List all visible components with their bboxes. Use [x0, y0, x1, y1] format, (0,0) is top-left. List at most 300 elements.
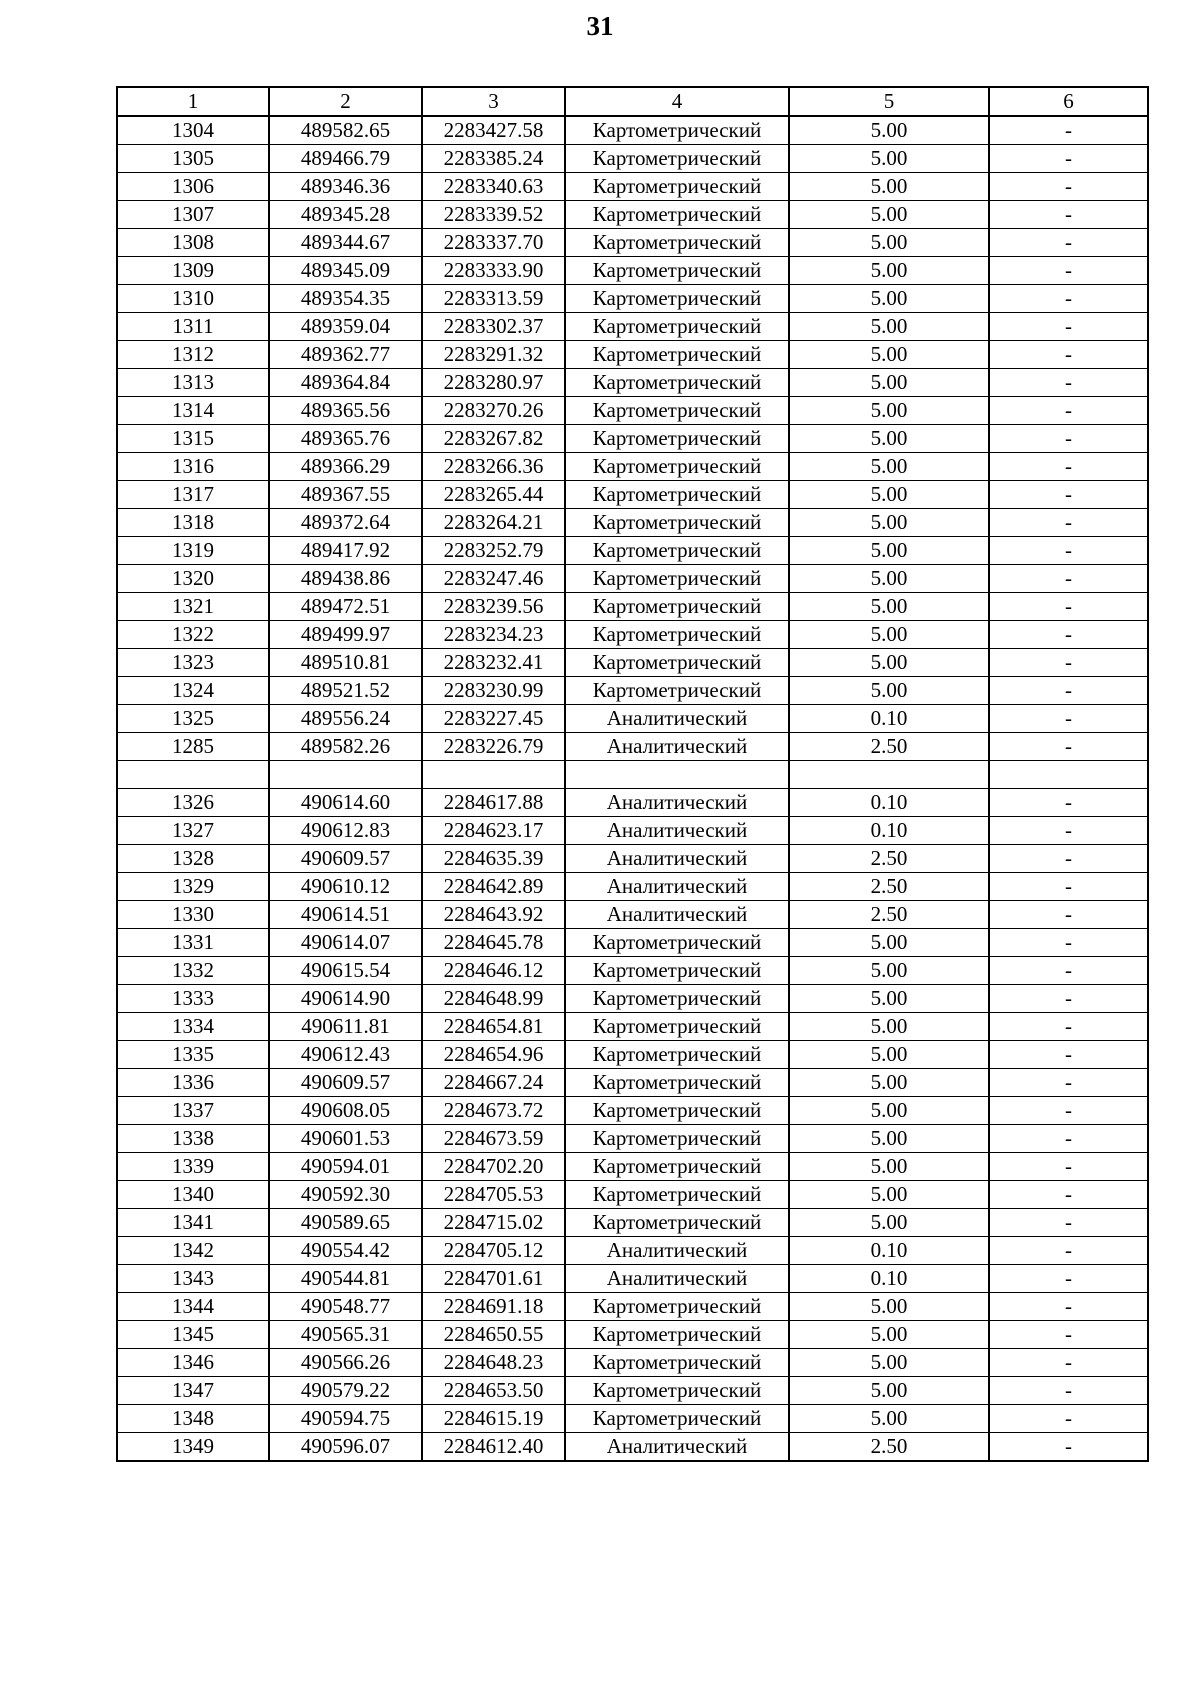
note-cell: - [989, 173, 1148, 201]
method-cell: Картометрический [565, 677, 789, 705]
method-cell: Картометрический [565, 957, 789, 985]
table-row [117, 116, 1148, 145]
method-cell: Картометрический [565, 1041, 789, 1069]
method-cell: Картометрический [565, 1153, 789, 1181]
y-coordinate-cell: 2284701.61 [422, 1265, 565, 1293]
accuracy-cell: 2.50 [789, 901, 989, 929]
method-cell: Картометрический [565, 425, 789, 453]
point-number-cell: 1305 [117, 145, 269, 173]
note-cell: - [989, 789, 1148, 817]
point-number-cell: 1335 [117, 1041, 269, 1069]
method-cell [565, 761, 789, 789]
y-coordinate-cell: 2283266.36 [422, 453, 565, 481]
note-cell: - [989, 201, 1148, 229]
table-row [117, 229, 1148, 257]
y-coordinate-cell: 2283267.82 [422, 425, 565, 453]
x-coordinate-cell: 490610.12 [269, 873, 422, 901]
note-cell: - [989, 929, 1148, 957]
table-row [117, 1265, 1148, 1293]
method-cell: Картометрический [565, 313, 789, 341]
accuracy-cell: 5.00 [789, 173, 989, 201]
table-row [117, 873, 1148, 901]
x-coordinate-cell: 490566.26 [269, 1349, 422, 1377]
accuracy-cell: 5.00 [789, 593, 989, 621]
point-number-cell: 1318 [117, 509, 269, 537]
note-cell: - [989, 1433, 1148, 1462]
x-coordinate-cell: 490614.51 [269, 901, 422, 929]
note-cell: - [989, 901, 1148, 929]
x-coordinate-cell: 489364.84 [269, 369, 422, 397]
table-row [117, 1069, 1148, 1097]
method-cell: Картометрический [565, 397, 789, 425]
note-cell: - [989, 1377, 1148, 1405]
y-coordinate-cell: 2284673.59 [422, 1125, 565, 1153]
note-cell: - [989, 397, 1148, 425]
accuracy-cell: 5.00 [789, 257, 989, 285]
note-cell: - [989, 705, 1148, 733]
point-number-cell: 1348 [117, 1405, 269, 1433]
method-cell: Картометрический [565, 369, 789, 397]
y-coordinate-cell: 2283337.70 [422, 229, 565, 257]
x-coordinate-cell: 490544.81 [269, 1265, 422, 1293]
point-number-cell: 1313 [117, 369, 269, 397]
y-coordinate-cell: 2284691.18 [422, 1293, 565, 1321]
point-number-cell: 1321 [117, 593, 269, 621]
x-coordinate-cell: 489510.81 [269, 649, 422, 677]
accuracy-cell: 5.00 [789, 537, 989, 565]
table-row [117, 789, 1148, 817]
accuracy-cell: 0.10 [789, 817, 989, 845]
y-coordinate-cell: 2284702.20 [422, 1153, 565, 1181]
method-cell: Картометрический [565, 1349, 789, 1377]
y-coordinate-cell: 2284705.12 [422, 1237, 565, 1265]
y-coordinate-cell: 2283339.52 [422, 201, 565, 229]
x-coordinate-cell: 490579.22 [269, 1377, 422, 1405]
x-coordinate-cell: 490612.43 [269, 1041, 422, 1069]
table-row [117, 1349, 1148, 1377]
x-coordinate-cell: 489372.64 [269, 509, 422, 537]
x-coordinate-cell: 490614.60 [269, 789, 422, 817]
method-cell: Аналитический [565, 901, 789, 929]
accuracy-cell: 5.00 [789, 341, 989, 369]
note-cell: - [989, 1293, 1148, 1321]
y-coordinate-cell: 2283232.41 [422, 649, 565, 677]
point-number-cell [117, 761, 269, 789]
point-number-cell: 1311 [117, 313, 269, 341]
accuracy-cell: 0.10 [789, 789, 989, 817]
table-row [117, 733, 1148, 761]
y-coordinate-cell: 2283280.97 [422, 369, 565, 397]
point-number-cell: 1328 [117, 845, 269, 873]
point-number-cell: 1338 [117, 1125, 269, 1153]
point-number-cell: 1309 [117, 257, 269, 285]
accuracy-cell: 5.00 [789, 1153, 989, 1181]
accuracy-cell: 5.00 [789, 677, 989, 705]
y-coordinate-cell: 2283313.59 [422, 285, 565, 313]
point-number-cell: 1325 [117, 705, 269, 733]
point-number-cell: 1306 [117, 173, 269, 201]
table-row [117, 901, 1148, 929]
method-cell: Картометрический [565, 173, 789, 201]
x-coordinate-cell: 490596.07 [269, 1433, 422, 1462]
point-number-cell: 1341 [117, 1209, 269, 1237]
method-cell: Аналитический [565, 733, 789, 761]
note-cell: - [989, 1097, 1148, 1125]
y-coordinate-cell: 2284642.89 [422, 873, 565, 901]
y-coordinate-cell: 2283270.26 [422, 397, 565, 425]
x-coordinate-cell: 490565.31 [269, 1321, 422, 1349]
y-coordinate-cell: 2284645.78 [422, 929, 565, 957]
method-cell: Картометрический [565, 1293, 789, 1321]
accuracy-cell: 2.50 [789, 845, 989, 873]
table-row [117, 1013, 1148, 1041]
table-row [117, 957, 1148, 985]
note-cell: - [989, 453, 1148, 481]
table-row [117, 761, 1148, 789]
accuracy-cell: 5.00 [789, 929, 989, 957]
y-coordinate-cell: 2284612.40 [422, 1433, 565, 1462]
point-number-cell: 1320 [117, 565, 269, 593]
point-number-cell: 1326 [117, 789, 269, 817]
table-row [117, 1321, 1148, 1349]
accuracy-cell: 5.00 [789, 481, 989, 509]
accuracy-cell: 2.50 [789, 873, 989, 901]
column-header: 5 [789, 87, 989, 116]
accuracy-cell: 5.00 [789, 313, 989, 341]
point-number-cell: 1331 [117, 929, 269, 957]
accuracy-cell: 5.00 [789, 985, 989, 1013]
point-number-cell: 1343 [117, 1265, 269, 1293]
y-coordinate-cell: 2284653.50 [422, 1377, 565, 1405]
note-cell: - [989, 509, 1148, 537]
x-coordinate-cell: 489367.55 [269, 481, 422, 509]
point-number-cell: 1349 [117, 1433, 269, 1462]
method-cell: Картометрический [565, 1181, 789, 1209]
x-coordinate-cell: 490601.53 [269, 1125, 422, 1153]
accuracy-cell [789, 761, 989, 789]
accuracy-cell: 5.00 [789, 1293, 989, 1321]
x-coordinate-cell: 490611.81 [269, 1013, 422, 1041]
column-header: 2 [269, 87, 422, 116]
x-coordinate-cell: 489346.36 [269, 173, 422, 201]
method-cell: Картометрический [565, 145, 789, 173]
note-cell: - [989, 537, 1148, 565]
method-cell: Картометрический [565, 341, 789, 369]
table-row [117, 145, 1148, 173]
accuracy-cell: 5.00 [789, 1041, 989, 1069]
x-coordinate-cell: 489366.29 [269, 453, 422, 481]
accuracy-cell: 5.00 [789, 453, 989, 481]
x-coordinate-cell [269, 761, 422, 789]
point-number-cell: 1336 [117, 1069, 269, 1097]
x-coordinate-cell: 489359.04 [269, 313, 422, 341]
accuracy-cell: 5.00 [789, 649, 989, 677]
y-coordinate-cell: 2283227.45 [422, 705, 565, 733]
y-coordinate-cell: 2284635.39 [422, 845, 565, 873]
table-row [117, 481, 1148, 509]
x-coordinate-cell: 490548.77 [269, 1293, 422, 1321]
point-number-cell: 1329 [117, 873, 269, 901]
method-cell: Аналитический [565, 1265, 789, 1293]
y-coordinate-cell [422, 761, 565, 789]
point-number-cell: 1340 [117, 1181, 269, 1209]
note-cell: - [989, 1209, 1148, 1237]
table-row [117, 313, 1148, 341]
note-cell: - [989, 229, 1148, 257]
point-number-cell: 1319 [117, 537, 269, 565]
y-coordinate-cell: 2283291.32 [422, 341, 565, 369]
note-cell: - [989, 1125, 1148, 1153]
x-coordinate-cell: 490592.30 [269, 1181, 422, 1209]
x-coordinate-cell: 489365.76 [269, 425, 422, 453]
y-coordinate-cell: 2284650.55 [422, 1321, 565, 1349]
table-row [117, 1293, 1148, 1321]
point-number-cell: 1345 [117, 1321, 269, 1349]
note-cell: - [989, 1321, 1148, 1349]
table-row [117, 1405, 1148, 1433]
accuracy-cell: 5.00 [789, 1349, 989, 1377]
y-coordinate-cell: 2283340.63 [422, 173, 565, 201]
note-cell: - [989, 1237, 1148, 1265]
accuracy-cell: 5.00 [789, 621, 989, 649]
note-cell: - [989, 593, 1148, 621]
table-row [117, 201, 1148, 229]
x-coordinate-cell: 490589.65 [269, 1209, 422, 1237]
point-number-cell: 1308 [117, 229, 269, 257]
method-cell: Картометрический [565, 1377, 789, 1405]
table-row [117, 677, 1148, 705]
method-cell: Картометрический [565, 201, 789, 229]
method-cell: Картометрический [565, 985, 789, 1013]
point-number-cell: 1347 [117, 1377, 269, 1405]
note-cell: - [989, 565, 1148, 593]
point-number-cell: 1330 [117, 901, 269, 929]
accuracy-cell: 5.00 [789, 229, 989, 257]
table-row [117, 1153, 1148, 1181]
y-coordinate-cell: 2284646.12 [422, 957, 565, 985]
note-cell: - [989, 873, 1148, 901]
point-number-cell: 1314 [117, 397, 269, 425]
x-coordinate-cell: 489582.65 [269, 116, 422, 145]
x-coordinate-cell: 490615.54 [269, 957, 422, 985]
table-body [117, 116, 1148, 1461]
note-cell: - [989, 1041, 1148, 1069]
method-cell: Аналитический [565, 1237, 789, 1265]
method-cell: Картометрический [565, 621, 789, 649]
table-row [117, 649, 1148, 677]
method-cell: Картометрический [565, 1013, 789, 1041]
y-coordinate-cell: 2284715.02 [422, 1209, 565, 1237]
page-number: 31 [586, 11, 614, 41]
y-coordinate-cell: 2283333.90 [422, 257, 565, 285]
table-row [117, 537, 1148, 565]
y-coordinate-cell: 2284643.92 [422, 901, 565, 929]
accuracy-cell: 5.00 [789, 397, 989, 425]
note-cell: - [989, 145, 1148, 173]
accuracy-cell: 5.00 [789, 957, 989, 985]
point-number-cell: 1327 [117, 817, 269, 845]
method-cell: Картометрический [565, 1209, 789, 1237]
y-coordinate-cell: 2284705.53 [422, 1181, 565, 1209]
accuracy-cell: 5.00 [789, 1125, 989, 1153]
method-cell: Картометрический [565, 565, 789, 593]
table-row [117, 621, 1148, 649]
method-cell: Картометрический [565, 509, 789, 537]
y-coordinate-cell: 2284654.96 [422, 1041, 565, 1069]
point-number-cell: 1285 [117, 733, 269, 761]
method-cell: Картометрический [565, 257, 789, 285]
point-number-cell: 1344 [117, 1293, 269, 1321]
note-cell: - [989, 845, 1148, 873]
note-cell: - [989, 341, 1148, 369]
table-row [117, 285, 1148, 313]
method-cell: Картометрический [565, 1097, 789, 1125]
table-row [117, 425, 1148, 453]
y-coordinate-cell: 2283230.99 [422, 677, 565, 705]
method-cell: Картометрический [565, 481, 789, 509]
method-cell: Аналитический [565, 789, 789, 817]
x-coordinate-cell: 490609.57 [269, 1069, 422, 1097]
note-cell: - [989, 957, 1148, 985]
table-row [117, 1097, 1148, 1125]
coordinates-table [116, 86, 1149, 1462]
method-cell: Картометрический [565, 453, 789, 481]
table-row [117, 341, 1148, 369]
note-cell: - [989, 985, 1148, 1013]
note-cell: - [989, 649, 1148, 677]
method-cell: Аналитический [565, 873, 789, 901]
table-row [117, 929, 1148, 957]
accuracy-cell: 5.00 [789, 116, 989, 145]
note-cell: - [989, 733, 1148, 761]
accuracy-cell: 5.00 [789, 1209, 989, 1237]
table-row [117, 1377, 1148, 1405]
x-coordinate-cell: 490609.57 [269, 845, 422, 873]
note-cell: - [989, 1153, 1148, 1181]
point-number-cell: 1324 [117, 677, 269, 705]
table-row [117, 1433, 1148, 1462]
y-coordinate-cell: 2284667.24 [422, 1069, 565, 1097]
x-coordinate-cell: 490594.75 [269, 1405, 422, 1433]
note-cell: - [989, 425, 1148, 453]
table-row [117, 593, 1148, 621]
note-cell: - [989, 1013, 1148, 1041]
point-number-cell: 1312 [117, 341, 269, 369]
point-number-cell: 1317 [117, 481, 269, 509]
x-coordinate-cell: 489362.77 [269, 341, 422, 369]
table-header-row [117, 87, 1148, 116]
note-cell: - [989, 677, 1148, 705]
y-coordinate-cell: 2283226.79 [422, 733, 565, 761]
accuracy-cell: 5.00 [789, 285, 989, 313]
table-row [117, 1125, 1148, 1153]
y-coordinate-cell: 2284654.81 [422, 1013, 565, 1041]
point-number-cell: 1334 [117, 1013, 269, 1041]
point-number-cell: 1346 [117, 1349, 269, 1377]
method-cell: Картометрический [565, 1321, 789, 1349]
x-coordinate-cell: 490608.05 [269, 1097, 422, 1125]
method-cell: Картометрический [565, 116, 789, 145]
table-row [117, 1041, 1148, 1069]
note-cell: - [989, 369, 1148, 397]
accuracy-cell: 5.00 [789, 1181, 989, 1209]
note-cell: - [989, 285, 1148, 313]
y-coordinate-cell: 2284673.72 [422, 1097, 565, 1125]
column-header: 4 [565, 87, 789, 116]
method-cell: Картометрический [565, 1405, 789, 1433]
method-cell: Картометрический [565, 229, 789, 257]
method-cell: Картометрический [565, 929, 789, 957]
x-coordinate-cell: 490594.01 [269, 1153, 422, 1181]
method-cell: Картометрический [565, 1125, 789, 1153]
note-cell: - [989, 1181, 1148, 1209]
y-coordinate-cell: 2283234.23 [422, 621, 565, 649]
y-coordinate-cell: 2284617.88 [422, 789, 565, 817]
accuracy-cell: 5.00 [789, 1069, 989, 1097]
method-cell: Картометрический [565, 537, 789, 565]
x-coordinate-cell: 489438.86 [269, 565, 422, 593]
x-coordinate-cell: 489345.09 [269, 257, 422, 285]
accuracy-cell: 5.00 [789, 1377, 989, 1405]
point-number-cell: 1339 [117, 1153, 269, 1181]
y-coordinate-cell: 2283265.44 [422, 481, 565, 509]
accuracy-cell: 5.00 [789, 509, 989, 537]
table-row [117, 1181, 1148, 1209]
accuracy-cell: 5.00 [789, 565, 989, 593]
table-row [117, 509, 1148, 537]
accuracy-cell: 5.00 [789, 145, 989, 173]
accuracy-cell: 5.00 [789, 369, 989, 397]
note-cell: - [989, 621, 1148, 649]
y-coordinate-cell: 2284615.19 [422, 1405, 565, 1433]
x-coordinate-cell: 489344.67 [269, 229, 422, 257]
point-number-cell: 1310 [117, 285, 269, 313]
table-row [117, 397, 1148, 425]
x-coordinate-cell: 489521.52 [269, 677, 422, 705]
method-cell: Картометрический [565, 593, 789, 621]
y-coordinate-cell: 2284648.23 [422, 1349, 565, 1377]
point-number-cell: 1332 [117, 957, 269, 985]
method-cell: Картометрический [565, 1069, 789, 1097]
point-number-cell: 1342 [117, 1237, 269, 1265]
accuracy-cell: 5.00 [789, 425, 989, 453]
table-row [117, 565, 1148, 593]
method-cell: Аналитический [565, 845, 789, 873]
table-row [117, 453, 1148, 481]
table-row [117, 369, 1148, 397]
x-coordinate-cell: 489472.51 [269, 593, 422, 621]
x-coordinate-cell: 490612.83 [269, 817, 422, 845]
note-cell: - [989, 1069, 1148, 1097]
y-coordinate-cell: 2284648.99 [422, 985, 565, 1013]
note-cell: - [989, 1265, 1148, 1293]
accuracy-cell: 5.00 [789, 1013, 989, 1041]
table-row [117, 1237, 1148, 1265]
note-cell: - [989, 257, 1148, 285]
x-coordinate-cell: 490614.90 [269, 985, 422, 1013]
point-number-cell: 1323 [117, 649, 269, 677]
method-cell: Аналитический [565, 705, 789, 733]
x-coordinate-cell: 489466.79 [269, 145, 422, 173]
method-cell: Картометрический [565, 649, 789, 677]
point-number-cell: 1337 [117, 1097, 269, 1125]
point-number-cell: 1316 [117, 453, 269, 481]
x-coordinate-cell: 489582.26 [269, 733, 422, 761]
x-coordinate-cell: 489365.56 [269, 397, 422, 425]
x-coordinate-cell: 489354.35 [269, 285, 422, 313]
accuracy-cell: 5.00 [789, 1405, 989, 1433]
accuracy-cell: 2.50 [789, 733, 989, 761]
